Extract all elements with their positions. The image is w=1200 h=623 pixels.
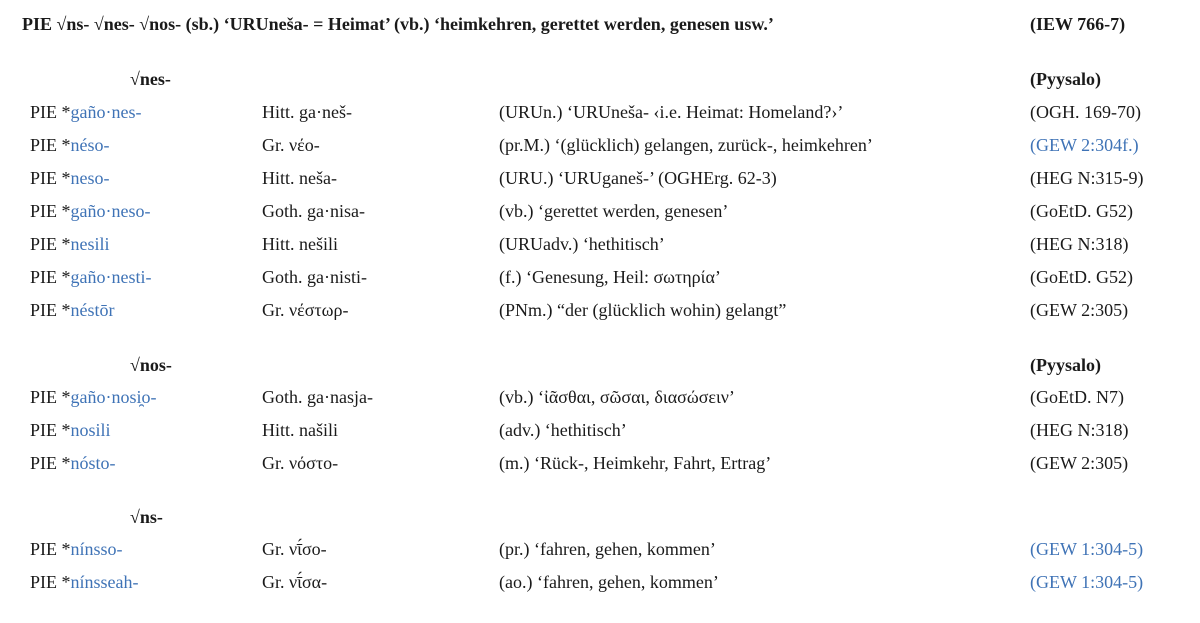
pie-form-link[interactable]: nínsseah-	[70, 572, 139, 592]
document-title: PIE √ns- √nes- √nos- (sb.) ‘URUneša- = Heimat’ (vb.) ‘heimkehren, gerettet werden, genesen usw.’	[22, 14, 774, 34]
pie-form-link[interactable]: nósto-	[70, 453, 116, 473]
definition: (URU.) ‘URUganeš-’ (OGHErg. 62-3)	[499, 168, 777, 188]
pie-entry: PIE *gaño·nosi̯o-	[30, 387, 157, 407]
definition: (m.) ‘Rück-, Heimkehr, Fahrt, Ertrag’	[499, 453, 772, 473]
definition: (PNm.) “der (glücklich wohin) gelangt”	[499, 300, 787, 320]
table-row	[0, 135, 1200, 159]
table-row	[0, 453, 1200, 477]
definition: (ao.) ‘fahren, gehen, kommen’	[499, 572, 719, 592]
definition: (pr.) ‘fahren, gehen, kommen’	[499, 539, 716, 559]
pie-form-link[interactable]: gaño·nes-	[70, 102, 142, 122]
pie-form-link[interactable]: nosili	[70, 420, 111, 440]
cognate: Gr. νέστωρ-	[262, 300, 349, 320]
table-row	[0, 420, 1200, 444]
pie-entry: PIE *gaño·neso-	[30, 201, 151, 221]
table-row	[0, 102, 1200, 126]
cognate: Gr. νῑ́σο-	[262, 539, 327, 559]
pie-entry: PIE *nosili	[30, 420, 111, 440]
reference-link[interactable]: (GEW 2:304f.)	[1030, 135, 1139, 155]
definition: (pr.M.) ‘(glücklich) gelangen, zurück-, heimkehren’	[499, 135, 873, 155]
pie-entry: PIE *nesili	[30, 234, 110, 254]
section-source-nos: (Pyysalo)	[1030, 355, 1101, 375]
reference: (GoEtD. N7)	[1030, 387, 1124, 407]
definition: (adv.) ‘hethitisch’	[499, 420, 627, 440]
cognate: Hitt. neša-	[262, 168, 337, 188]
section-source-nes: (Pyysalo)	[1030, 69, 1101, 89]
reference: (HEG N:315-9)	[1030, 168, 1144, 188]
reference-link[interactable]: (GEW 1:304-5)	[1030, 572, 1144, 592]
table-row	[0, 267, 1200, 291]
pie-form-link[interactable]: neso-	[70, 168, 110, 188]
cognate: Gr. νῑ́σα-	[262, 572, 328, 592]
reference: (GoEtD. G52)	[1030, 201, 1133, 221]
pie-entry: PIE *nínsseah-	[30, 572, 139, 592]
cognate: Goth. ga·nasja-	[262, 387, 373, 407]
pie-entry: PIE *néstōr	[30, 300, 115, 320]
definition: (vb.) ‘ἰᾶσθαι, σῶσαι, διασώσειν’	[499, 387, 735, 407]
pie-form-link[interactable]: néstōr	[70, 300, 115, 320]
cognate: Gr. νέο-	[262, 135, 320, 155]
section-heading-ns: √ns-	[130, 507, 163, 527]
table-row	[0, 201, 1200, 225]
cognate: Goth. ga·nisti-	[262, 267, 367, 287]
reference-link[interactable]: (GEW 1:304-5)	[1030, 539, 1144, 559]
table-row	[0, 234, 1200, 258]
definition: (URUadv.) ‘hethitisch’	[499, 234, 665, 254]
pie-form-link[interactable]: gaño·nosi̯o-	[70, 387, 157, 407]
table-row	[0, 168, 1200, 192]
reference: (GEW 2:305)	[1030, 300, 1129, 320]
cognate: Gr. νόστο-	[262, 453, 339, 473]
definition: (URUn.) ‘URUneša- ‹i.e. Heimat: Homeland?›’	[499, 102, 844, 122]
pie-form-link[interactable]: gaño·nesti-	[70, 267, 152, 287]
table-row	[0, 300, 1200, 324]
cognate: Hitt. ga·neš-	[262, 102, 352, 122]
reference: (GoEtD. G52)	[1030, 267, 1133, 287]
pie-entry: PIE *néso-	[30, 135, 110, 155]
reference: (HEG N:318)	[1030, 234, 1129, 254]
pie-form-link[interactable]: nesili	[70, 234, 110, 254]
reference: (GEW 2:305)	[1030, 453, 1129, 473]
reference: (OGH. 169-70)	[1030, 102, 1141, 122]
cognate: Hitt. nešili	[262, 234, 338, 254]
definition: (f.) ‘Genesung, Heil: σωτηρία’	[499, 267, 721, 287]
pie-form-link[interactable]: nínsso-	[70, 539, 123, 559]
pie-entry: PIE *gaño·nesti-	[30, 267, 152, 287]
cognate: Hitt. našili	[262, 420, 338, 440]
pie-entry: PIE *gaño·nes-	[30, 102, 142, 122]
pie-entry: PIE *neso-	[30, 168, 110, 188]
table-row	[0, 539, 1200, 563]
table-row	[0, 572, 1200, 596]
pie-entry: PIE *nínsso-	[30, 539, 123, 559]
section-heading-nes: √nes-	[130, 69, 171, 89]
reference: (HEG N:318)	[1030, 420, 1129, 440]
table-row	[0, 387, 1200, 411]
pie-form-link[interactable]: néso-	[70, 135, 110, 155]
document-title-reference: (IEW 766-7)	[1030, 14, 1126, 34]
pie-form-link[interactable]: gaño·neso-	[70, 201, 151, 221]
pie-entry: PIE *nósto-	[30, 453, 116, 473]
definition: (vb.) ‘gerettet werden, genesen’	[499, 201, 729, 221]
section-heading-nos: √nos-	[130, 355, 172, 375]
cognate: Goth. ga·nisa-	[262, 201, 365, 221]
